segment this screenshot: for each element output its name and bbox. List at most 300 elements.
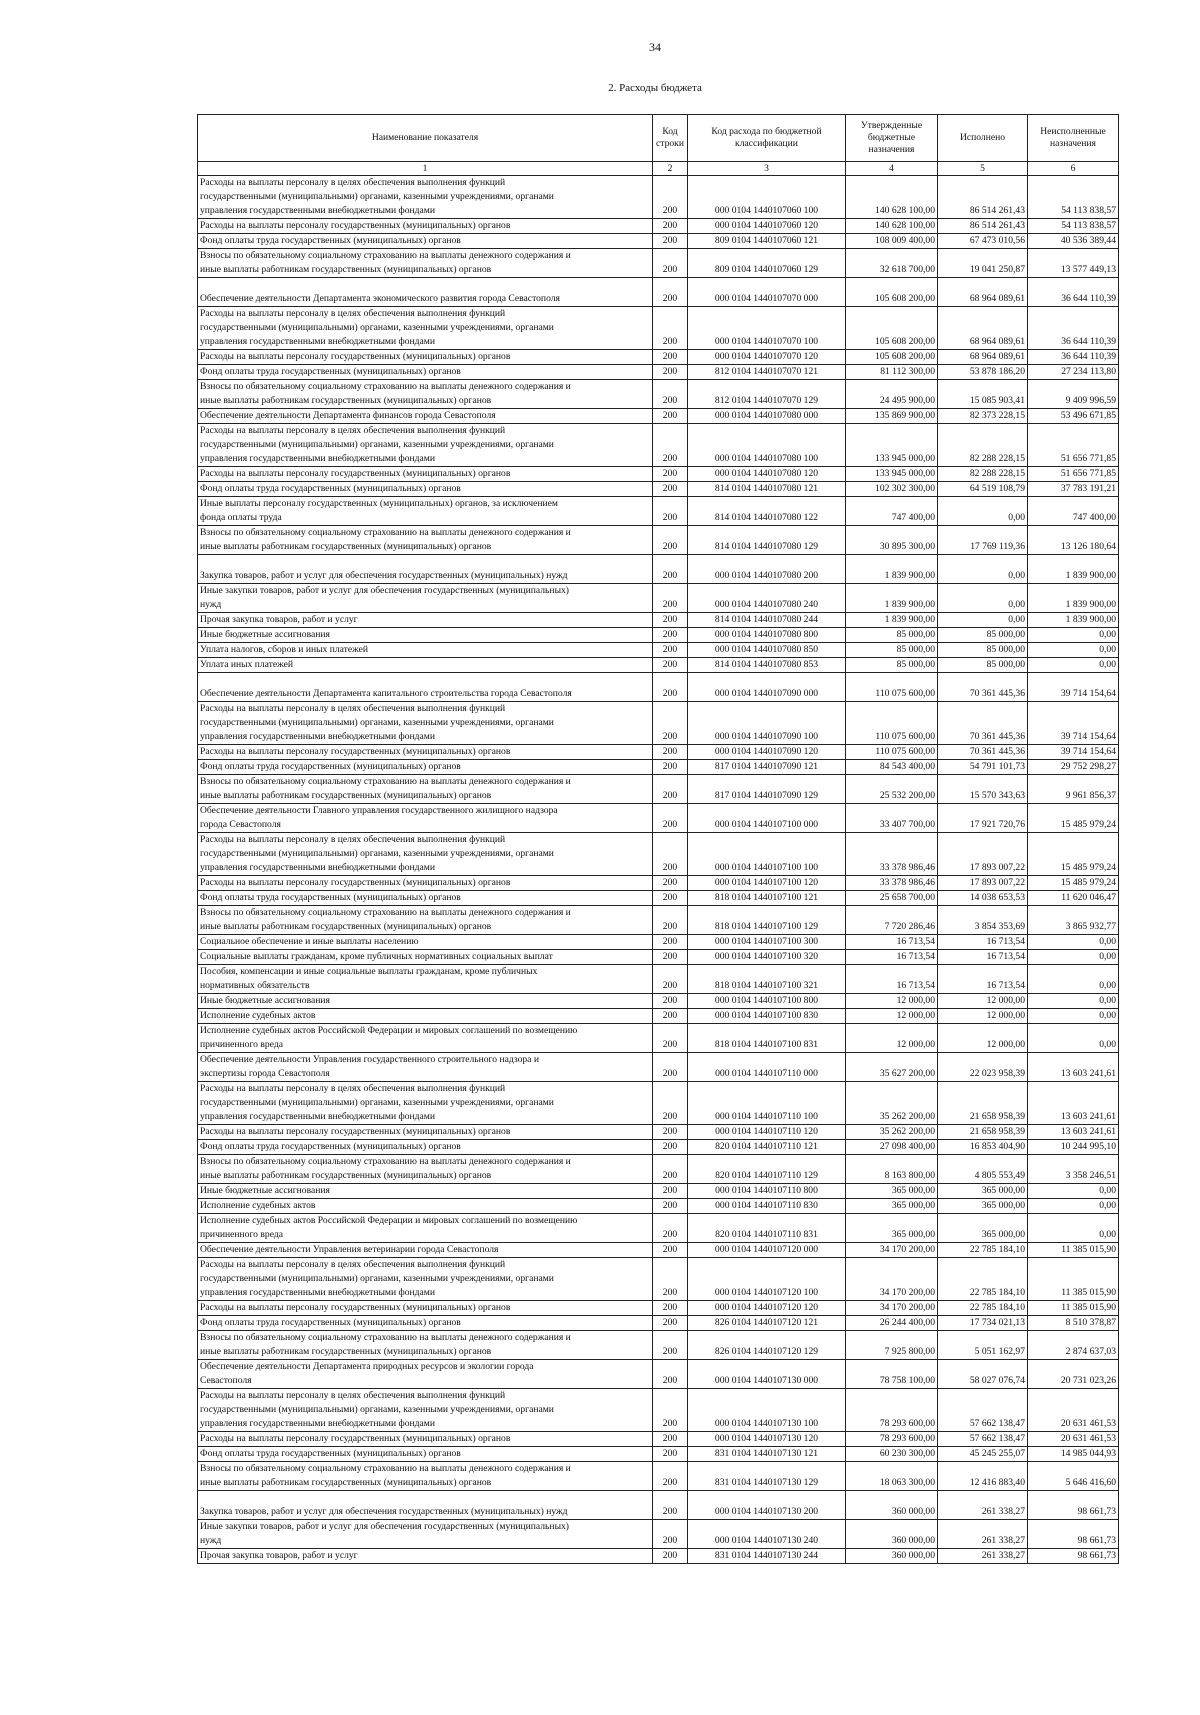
row-name: Взносы по обязательному социальному страхованию на выплаты денежного содержания и иные выплаты работникам государственных (муниципальных) органов	[198, 1331, 653, 1360]
page-number: 34	[649, 40, 661, 54]
row-name: Взносы по обязательному социальному страхованию на выплаты денежного содержания и иные выплаты работникам государственных (муниципальных) органов	[198, 380, 653, 409]
row-executed: 53 878 186,20	[938, 365, 1028, 380]
row-budget-code: 809 0104 1440107060 121	[688, 234, 846, 249]
row-approved: 78 293 600,00	[846, 1432, 938, 1447]
row-line-code: 200	[653, 906, 688, 935]
header-name: Наименование показателя	[198, 115, 653, 162]
table-row	[198, 950, 1119, 965]
row-approved: 140 628 100,00	[846, 176, 938, 219]
row-line-code: 200	[653, 1389, 688, 1432]
row-name: Расходы на выплаты персоналу в целях обеспечения выполнения функций государственными (муниципальными) органами, казенными учреждениями, органами управления государственными внебюджетными фондами	[198, 833, 653, 876]
row-unexecuted: 0,00	[1028, 658, 1119, 673]
row-name: Расходы на выплаты персоналу государственных (муниципальных) органов	[198, 1125, 653, 1140]
row-unexecuted: 29 752 298,27	[1028, 760, 1119, 775]
row-name: Взносы по обязательному социальному страхованию на выплаты денежного содержания и иные выплаты работникам государственных (муниципальных) органов	[198, 1462, 653, 1491]
row-approved: 7 720 286,46	[846, 906, 938, 935]
table-row	[198, 234, 1119, 249]
row-unexecuted: 0,00	[1028, 1214, 1119, 1243]
table-row	[198, 613, 1119, 628]
row-name: Фонд оплаты труда государственных (муниципальных) органов	[198, 234, 653, 249]
row-name: Обеспечение деятельности Департамента капитального строительства города Севастополя	[198, 673, 653, 702]
row-name: Обеспечение деятельности Департамента экономического развития города Севастополя	[198, 278, 653, 307]
header-executed: Исполнено	[938, 115, 1028, 162]
row-approved: 84 543 400,00	[846, 760, 938, 775]
row-approved: 26 244 400,00	[846, 1316, 938, 1331]
row-budget-code: 000 0104 1440107080 850	[688, 643, 846, 658]
row-name: Взносы по обязательному социальному страхованию на выплаты денежного содержания и иные выплаты работникам государственных (муниципальных) органов	[198, 526, 653, 555]
row-budget-code: 000 0104 1440107110 830	[688, 1199, 846, 1214]
row-name: Пособия, компенсации и иные социальные выплаты гражданам, кроме публичных нормативных обязательств	[198, 965, 653, 994]
table-row	[198, 906, 1119, 935]
row-unexecuted: 0,00	[1028, 643, 1119, 658]
row-executed: 22 785 184,10	[938, 1243, 1028, 1258]
column-number: 5	[938, 162, 1028, 176]
row-executed: 85 000,00	[938, 628, 1028, 643]
row-line-code: 200	[653, 804, 688, 833]
row-unexecuted: 37 783 191,21	[1028, 482, 1119, 497]
row-line-code: 200	[653, 876, 688, 891]
row-line-code: 200	[653, 249, 688, 278]
row-budget-code: 000 0104 1440107080 200	[688, 555, 846, 584]
row-line-code: 200	[653, 234, 688, 249]
section-title: 2. Расходы бюджета	[608, 82, 702, 94]
row-line-code: 200	[653, 658, 688, 673]
row-line-code: 200	[653, 1184, 688, 1199]
row-unexecuted: 27 234 113,80	[1028, 365, 1119, 380]
row-name: Обеспечение деятельности Департамента природных ресурсов и экологии города Севастополя	[198, 1360, 653, 1389]
row-name: Социальные выплаты гражданам, кроме публичных нормативных социальных выплат	[198, 950, 653, 965]
row-budget-code: 000 0104 1440107100 000	[688, 804, 846, 833]
row-line-code: 200	[653, 760, 688, 775]
row-approved: 133 945 000,00	[846, 467, 938, 482]
row-approved: 16 713,54	[846, 950, 938, 965]
row-budget-code: 000 0104 1440107100 120	[688, 876, 846, 891]
row-line-code: 200	[653, 1140, 688, 1155]
row-approved: 140 628 100,00	[846, 219, 938, 234]
table-row	[198, 1258, 1119, 1301]
row-executed: 70 361 445,36	[938, 745, 1028, 760]
row-budget-code: 000 0104 1440107130 200	[688, 1491, 846, 1520]
row-unexecuted: 9 409 996,59	[1028, 380, 1119, 409]
row-budget-code: 000 0104 1440107130 120	[688, 1432, 846, 1447]
row-name: Расходы на выплаты персоналу государственных (муниципальных) органов	[198, 219, 653, 234]
table-row	[198, 1549, 1119, 1564]
table-row	[198, 424, 1119, 467]
table-row	[198, 1024, 1119, 1053]
row-executed: 17 893 007,22	[938, 833, 1028, 876]
row-line-code: 200	[653, 1214, 688, 1243]
row-unexecuted: 747 400,00	[1028, 497, 1119, 526]
row-name: Иные выплаты персоналу государственных (муниципальных) органов, за исключением фонда оплаты труда	[198, 497, 653, 526]
row-budget-code: 000 0104 1440107080 120	[688, 467, 846, 482]
table-row	[198, 1243, 1119, 1258]
row-executed: 70 361 445,36	[938, 673, 1028, 702]
row-line-code: 200	[653, 482, 688, 497]
row-approved: 360 000,00	[846, 1549, 938, 1564]
row-name: Расходы на выплаты персоналу в целях обеспечения выполнения функций государственными (муниципальными) органами, казенными учреждениями, органами управления государственными внебюджетными фондами	[198, 1082, 653, 1125]
table-row	[198, 307, 1119, 350]
row-unexecuted: 36 644 110,39	[1028, 350, 1119, 365]
table-row	[198, 249, 1119, 278]
row-budget-code: 000 0104 1440107110 100	[688, 1082, 846, 1125]
row-approved: 78 293 600,00	[846, 1389, 938, 1432]
row-budget-code: 814 0104 1440107080 244	[688, 613, 846, 628]
row-name: Расходы на выплаты персоналу в целях обеспечения выполнения функций государственными (муниципальными) органами, казенными учреждениями, органами управления государственными внебюджетными фондами	[198, 176, 653, 219]
table-row	[198, 760, 1119, 775]
row-unexecuted: 53 496 671,85	[1028, 409, 1119, 424]
row-budget-code: 000 0104 1440107080 800	[688, 628, 846, 643]
table-row	[198, 584, 1119, 613]
row-unexecuted: 15 485 979,24	[1028, 804, 1119, 833]
table-row	[198, 365, 1119, 380]
row-executed: 12 000,00	[938, 1024, 1028, 1053]
table-row	[198, 804, 1119, 833]
table-row	[198, 278, 1119, 307]
row-executed: 82 288 228,15	[938, 424, 1028, 467]
table-row	[198, 628, 1119, 643]
row-line-code: 200	[653, 176, 688, 219]
row-name: Исполнение судебных актов	[198, 1199, 653, 1214]
row-approved: 35 262 200,00	[846, 1082, 938, 1125]
row-executed: 261 338,27	[938, 1491, 1028, 1520]
row-unexecuted: 13 126 180,64	[1028, 526, 1119, 555]
row-name: Расходы на выплаты персоналу в целях обеспечения выполнения функций государственными (муниципальными) органами, казенными учреждениями, органами управления государственными внебюджетными фондами	[198, 702, 653, 745]
column-number: 1	[198, 162, 653, 176]
row-budget-code: 000 0104 1440107100 800	[688, 994, 846, 1009]
row-budget-code: 818 0104 1440107100 121	[688, 891, 846, 906]
row-executed: 17 893 007,22	[938, 876, 1028, 891]
row-line-code: 200	[653, 833, 688, 876]
row-approved: 78 758 100,00	[846, 1360, 938, 1389]
table-row	[198, 1491, 1119, 1520]
table-row	[198, 891, 1119, 906]
row-budget-code: 826 0104 1440107120 121	[688, 1316, 846, 1331]
row-line-code: 200	[653, 380, 688, 409]
table-row	[198, 1462, 1119, 1491]
row-executed: 16 853 404,90	[938, 1140, 1028, 1155]
row-unexecuted: 0,00	[1028, 1009, 1119, 1024]
row-name: Обеспечение деятельности Главного управления государственного жилищного надзора города Севастополя	[198, 804, 653, 833]
row-line-code: 200	[653, 935, 688, 950]
row-approved: 16 713,54	[846, 965, 938, 994]
row-unexecuted: 54 113 838,57	[1028, 176, 1119, 219]
table-row	[198, 876, 1119, 891]
table-row	[198, 1360, 1119, 1389]
row-line-code: 200	[653, 467, 688, 482]
row-executed: 19 041 250,87	[938, 249, 1028, 278]
row-executed: 15 570 343,63	[938, 775, 1028, 804]
row-approved: 365 000,00	[846, 1214, 938, 1243]
row-line-code: 200	[653, 745, 688, 760]
row-executed: 45 245 255,07	[938, 1447, 1028, 1462]
row-approved: 16 713,54	[846, 935, 938, 950]
row-name: Взносы по обязательному социальному страхованию на выплаты денежного содержания и иные выплаты работникам государственных (муниципальных) органов	[198, 1155, 653, 1184]
row-unexecuted: 39 714 154,64	[1028, 745, 1119, 760]
row-executed: 4 805 553,49	[938, 1155, 1028, 1184]
row-approved: 108 009 400,00	[846, 234, 938, 249]
row-executed: 0,00	[938, 555, 1028, 584]
row-name: Фонд оплаты труда государственных (муниципальных) органов	[198, 1447, 653, 1462]
row-line-code: 200	[653, 555, 688, 584]
row-line-code: 200	[653, 219, 688, 234]
row-budget-code: 000 0104 1440107120 000	[688, 1243, 846, 1258]
row-approved: 8 163 800,00	[846, 1155, 938, 1184]
row-line-code: 200	[653, 1447, 688, 1462]
row-approved: 30 895 300,00	[846, 526, 938, 555]
row-name: Фонд оплаты труда государственных (муниципальных) органов	[198, 1140, 653, 1155]
table-row	[198, 482, 1119, 497]
row-executed: 82 373 228,15	[938, 409, 1028, 424]
row-unexecuted: 51 656 771,85	[1028, 467, 1119, 482]
row-line-code: 200	[653, 307, 688, 350]
row-line-code: 200	[653, 950, 688, 965]
row-executed: 58 027 076,74	[938, 1360, 1028, 1389]
row-executed: 17 769 119,36	[938, 526, 1028, 555]
row-budget-code: 000 0104 1440107120 100	[688, 1258, 846, 1301]
row-executed: 85 000,00	[938, 643, 1028, 658]
row-budget-code: 000 0104 1440107130 100	[688, 1389, 846, 1432]
row-name: Обеспечение деятельности Управления ветеринарии города Севастополя	[198, 1243, 653, 1258]
row-executed: 12 000,00	[938, 994, 1028, 1009]
row-name: Расходы на выплаты персоналу в целях обеспечения выполнения функций государственными (муниципальными) органами, казенными учреждениями, органами управления государственными внебюджетными фондами	[198, 307, 653, 350]
row-executed: 365 000,00	[938, 1199, 1028, 1214]
row-unexecuted: 0,00	[1028, 628, 1119, 643]
row-name: Взносы по обязательному социальному страхованию на выплаты денежного содержания и иные выплаты работникам государственных (муниципальных) органов	[198, 906, 653, 935]
row-name: Обеспечение деятельности Управления государственного строительного надзора и экспертизы города Севастополя	[198, 1053, 653, 1082]
table-row	[198, 1184, 1119, 1199]
row-approved: 135 869 900,00	[846, 409, 938, 424]
row-budget-code: 000 0104 1440107090 000	[688, 673, 846, 702]
row-executed: 3 854 353,69	[938, 906, 1028, 935]
column-number: 3	[688, 162, 846, 176]
row-approved: 365 000,00	[846, 1184, 938, 1199]
row-unexecuted: 3 865 932,77	[1028, 906, 1119, 935]
row-budget-code: 000 0104 1440107120 120	[688, 1301, 846, 1316]
row-approved: 12 000,00	[846, 994, 938, 1009]
row-unexecuted: 0,00	[1028, 935, 1119, 950]
row-name: Фонд оплаты труда государственных (муниципальных) органов	[198, 482, 653, 497]
row-name: Уплата иных платежей	[198, 658, 653, 673]
row-approved: 360 000,00	[846, 1520, 938, 1549]
row-line-code: 200	[653, 775, 688, 804]
row-approved: 35 627 200,00	[846, 1053, 938, 1082]
row-name: Расходы на выплаты персоналу государственных (муниципальных) органов	[198, 467, 653, 482]
row-name: Закупка товаров, работ и услуг для обеспечения государственных (муниципальных) нужд	[198, 1491, 653, 1520]
row-budget-code: 000 0104 1440107080 100	[688, 424, 846, 467]
table-row	[198, 176, 1119, 219]
row-budget-code: 826 0104 1440107120 129	[688, 1331, 846, 1360]
row-line-code: 200	[653, 994, 688, 1009]
row-name: Иные бюджетные ассигнования	[198, 1184, 653, 1199]
row-budget-code: 000 0104 1440107070 120	[688, 350, 846, 365]
row-name: Расходы на выплаты персоналу в целях обеспечения выполнения функций государственными (муниципальными) органами, казенными учреждениями, органами управления государственными внебюджетными фондами	[198, 424, 653, 467]
row-line-code: 200	[653, 1462, 688, 1491]
table-body	[198, 176, 1119, 1564]
row-unexecuted: 1 839 900,00	[1028, 613, 1119, 628]
row-line-code: 200	[653, 350, 688, 365]
row-approved: 12 000,00	[846, 1009, 938, 1024]
row-budget-code: 831 0104 1440107130 121	[688, 1447, 846, 1462]
row-name: Прочая закупка товаров, работ и услуг	[198, 1549, 653, 1564]
column-number: 4	[846, 162, 938, 176]
table-row	[198, 1053, 1119, 1082]
row-executed: 5 051 162,97	[938, 1331, 1028, 1360]
row-line-code: 200	[653, 1549, 688, 1564]
row-unexecuted: 98 661,73	[1028, 1549, 1119, 1564]
row-line-code: 200	[653, 965, 688, 994]
table-header	[198, 115, 1119, 176]
table-row	[198, 380, 1119, 409]
row-line-code: 200	[653, 1199, 688, 1214]
row-unexecuted: 39 714 154,64	[1028, 673, 1119, 702]
row-line-code: 200	[653, 497, 688, 526]
row-executed: 68 964 089,61	[938, 350, 1028, 365]
row-unexecuted: 0,00	[1028, 1024, 1119, 1053]
row-budget-code: 000 0104 1440107130 240	[688, 1520, 846, 1549]
row-line-code: 200	[653, 1243, 688, 1258]
row-executed: 16 713,54	[938, 935, 1028, 950]
row-budget-code: 000 0104 1440107060 120	[688, 219, 846, 234]
table-row	[198, 409, 1119, 424]
row-budget-code: 817 0104 1440107090 121	[688, 760, 846, 775]
row-approved: 85 000,00	[846, 658, 938, 673]
row-line-code: 200	[653, 365, 688, 380]
table-row	[198, 1447, 1119, 1462]
row-executed: 82 288 228,15	[938, 467, 1028, 482]
row-name: Расходы на выплаты персоналу в целях обеспечения выполнения функций государственными (муниципальными) органами, казенными учреждениями, органами управления государственными внебюджетными фондами	[198, 1258, 653, 1301]
row-executed: 68 964 089,61	[938, 307, 1028, 350]
table-row	[198, 1199, 1119, 1214]
row-unexecuted: 8 510 378,87	[1028, 1316, 1119, 1331]
table-row	[198, 745, 1119, 760]
row-name: Фонд оплаты труда государственных (муниципальных) органов	[198, 760, 653, 775]
row-unexecuted: 2 874 637,03	[1028, 1331, 1119, 1360]
row-approved: 85 000,00	[846, 643, 938, 658]
row-unexecuted: 11 620 046,47	[1028, 891, 1119, 906]
row-executed: 261 338,27	[938, 1549, 1028, 1564]
row-name: Социальное обеспечение и иные выплаты населению	[198, 935, 653, 950]
row-unexecuted: 11 385 015,90	[1028, 1243, 1119, 1258]
row-budget-code: 831 0104 1440107130 129	[688, 1462, 846, 1491]
row-line-code: 200	[653, 1082, 688, 1125]
header-unexecuted: Неисполненные назначения	[1028, 115, 1119, 162]
row-name: Иные бюджетные ассигнования	[198, 628, 653, 643]
column-number-row	[198, 162, 1119, 176]
row-approved: 12 000,00	[846, 1024, 938, 1053]
row-name: Обеспечение деятельности Департамента финансов города Севастополя	[198, 409, 653, 424]
row-name: Фонд оплаты труда государственных (муниципальных) органов	[198, 1316, 653, 1331]
row-approved: 32 618 700,00	[846, 249, 938, 278]
row-unexecuted: 0,00	[1028, 1184, 1119, 1199]
header-approved: Утвержденные бюджетные назначения	[846, 115, 938, 162]
row-unexecuted: 3 358 246,51	[1028, 1155, 1119, 1184]
row-executed: 17 734 021,13	[938, 1316, 1028, 1331]
row-approved: 33 378 986,46	[846, 876, 938, 891]
row-budget-code: 000 0104 1440107070 000	[688, 278, 846, 307]
row-approved: 27 098 400,00	[846, 1140, 938, 1155]
header-line-code: Код строки	[653, 115, 688, 162]
table-row	[198, 526, 1119, 555]
row-budget-code: 817 0104 1440107090 129	[688, 775, 846, 804]
row-approved: 365 000,00	[846, 1199, 938, 1214]
row-approved: 25 658 700,00	[846, 891, 938, 906]
row-approved: 110 075 600,00	[846, 745, 938, 760]
row-budget-code: 000 0104 1440107110 800	[688, 1184, 846, 1199]
row-executed: 67 473 010,56	[938, 234, 1028, 249]
row-unexecuted: 36 644 110,39	[1028, 307, 1119, 350]
row-approved: 133 945 000,00	[846, 424, 938, 467]
table-row	[198, 1125, 1119, 1140]
table-row	[198, 702, 1119, 745]
table-row	[198, 219, 1119, 234]
table-row	[198, 1432, 1119, 1447]
row-executed: 15 085 903,41	[938, 380, 1028, 409]
row-unexecuted: 20 631 461,53	[1028, 1432, 1119, 1447]
table-row	[198, 1140, 1119, 1155]
table-row	[198, 555, 1119, 584]
row-name: Расходы на выплаты персоналу в целях обеспечения выполнения функций государственными (муниципальными) органами, казенными учреждениями, органами управления государственными внебюджетными фондами	[198, 1389, 653, 1432]
row-executed: 54 791 101,73	[938, 760, 1028, 775]
row-name: Фонд оплаты труда государственных (муниципальных) органов	[198, 365, 653, 380]
row-line-code: 200	[653, 702, 688, 745]
row-budget-code: 818 0104 1440107100 129	[688, 906, 846, 935]
column-number: 6	[1028, 162, 1119, 176]
row-unexecuted: 14 985 044,93	[1028, 1447, 1119, 1462]
row-unexecuted: 51 656 771,85	[1028, 424, 1119, 467]
row-budget-code: 814 0104 1440107080 853	[688, 658, 846, 673]
row-unexecuted: 11 385 015,90	[1028, 1301, 1119, 1316]
row-line-code: 200	[653, 613, 688, 628]
row-budget-code: 000 0104 1440107080 240	[688, 584, 846, 613]
row-executed: 86 514 261,43	[938, 176, 1028, 219]
table-row	[198, 497, 1119, 526]
row-unexecuted: 5 646 416,60	[1028, 1462, 1119, 1491]
row-name: Расходы на выплаты персоналу государственных (муниципальных) органов	[198, 350, 653, 365]
row-unexecuted: 11 385 015,90	[1028, 1258, 1119, 1301]
row-name: Иные закупки товаров, работ и услуг для обеспечения государственных (муниципальных) нужд	[198, 584, 653, 613]
row-executed: 22 023 958,39	[938, 1053, 1028, 1082]
row-name: Расходы на выплаты персоналу государственных (муниципальных) органов	[198, 1301, 653, 1316]
row-budget-code: 814 0104 1440107080 121	[688, 482, 846, 497]
table-row	[198, 965, 1119, 994]
row-unexecuted: 20 631 461,53	[1028, 1389, 1119, 1432]
table-row	[198, 1301, 1119, 1316]
row-executed: 86 514 261,43	[938, 219, 1028, 234]
row-executed: 16 713,54	[938, 965, 1028, 994]
table-row	[198, 1520, 1119, 1549]
row-executed: 22 785 184,10	[938, 1301, 1028, 1316]
row-executed: 365 000,00	[938, 1184, 1028, 1199]
row-unexecuted: 0,00	[1028, 994, 1119, 1009]
row-line-code: 200	[653, 891, 688, 906]
row-executed: 64 519 108,79	[938, 482, 1028, 497]
row-line-code: 200	[653, 584, 688, 613]
table-row	[198, 1082, 1119, 1125]
table-row	[198, 1009, 1119, 1024]
row-budget-code: 812 0104 1440107070 121	[688, 365, 846, 380]
row-name: Прочая закупка товаров, работ и услуг	[198, 613, 653, 628]
row-name: Расходы на выплаты персоналу государственных (муниципальных) органов	[198, 1432, 653, 1447]
row-unexecuted: 15 485 979,24	[1028, 876, 1119, 891]
row-executed: 68 964 089,61	[938, 278, 1028, 307]
row-approved: 34 170 200,00	[846, 1258, 938, 1301]
row-line-code: 200	[653, 1316, 688, 1331]
row-line-code: 200	[653, 1331, 688, 1360]
row-approved: 1 839 900,00	[846, 613, 938, 628]
row-line-code: 200	[653, 628, 688, 643]
row-line-code: 200	[653, 526, 688, 555]
row-unexecuted: 13 577 449,13	[1028, 249, 1119, 278]
